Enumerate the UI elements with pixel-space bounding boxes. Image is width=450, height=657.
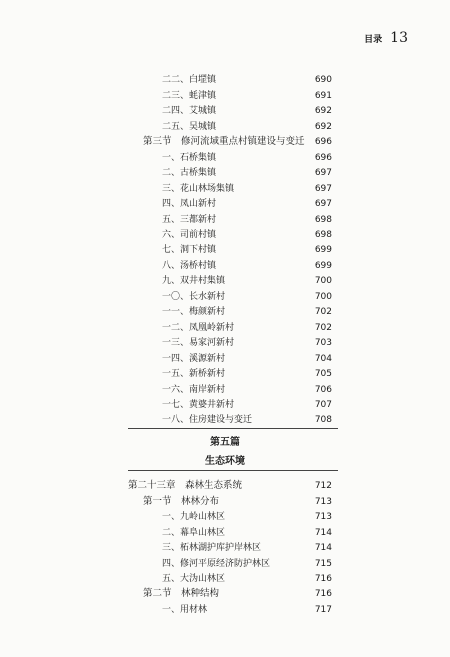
part-label: 第五篇: [210, 437, 240, 448]
toc-entry-page: 716: [314, 574, 332, 584]
toc-entry-title: 一七、黄婆井新村: [162, 400, 235, 410]
toc-entry-title: 四、修河平原经济防护林区: [162, 559, 271, 569]
page-number: 13: [390, 30, 408, 46]
toc-entry-page: 699: [314, 261, 332, 271]
toc-entry[interactable]: [0, 382, 450, 398]
toc-entry-title: 一、九岭山林区: [162, 512, 226, 522]
toc-entry-title: 第二十三章 森林生态系统: [128, 480, 243, 491]
toc-entry-page: 696: [314, 153, 332, 163]
toc-entry[interactable]: [0, 242, 450, 258]
toc-entry-title: 二四、艾城镇: [162, 106, 217, 116]
toc-entry-page: 700: [314, 292, 332, 302]
toc-entry[interactable]: [0, 525, 450, 541]
toc-entry-title: 一六、南岸新村: [162, 385, 226, 395]
toc-entry[interactable]: [0, 366, 450, 382]
toc-entry-title: 一〇、长水新村: [162, 292, 226, 302]
toc-entry-title: 二、幕阜山林区: [162, 528, 226, 538]
toc-entry[interactable]: [0, 540, 450, 556]
toc-entry-page: 714: [314, 543, 332, 553]
toc-section-entry[interactable]: [0, 494, 450, 510]
toc-entry-page: 706: [314, 385, 332, 395]
toc-entry-title: 一八、住房建设与变迁: [162, 415, 253, 425]
toc-entry-title: 七、洞下村镇: [162, 245, 217, 255]
toc-entry-page: 698: [314, 215, 332, 225]
toc-entry-title: 二三、蚝津镇: [162, 91, 217, 101]
toc-entry-page: 707: [314, 400, 332, 410]
toc-entry-title: 五、三都新村: [162, 215, 217, 225]
toc-entry-title: 三、柘林湖护库护岸林区: [162, 543, 262, 553]
toc-entry-page: 698: [314, 230, 332, 240]
toc-entry-title: 六、司前村镇: [162, 230, 217, 240]
toc-entry[interactable]: [0, 556, 450, 572]
toc-chapter-entry[interactable]: [0, 478, 450, 494]
toc-entry[interactable]: [0, 227, 450, 243]
toc-entry[interactable]: [0, 289, 450, 305]
toc-entry-page: 708: [314, 415, 332, 425]
toc-entry-page: 713: [314, 497, 332, 507]
toc-entry-title: 二五、吴城镇: [162, 122, 217, 132]
toc-entry-page: 700: [314, 276, 332, 286]
toc-entry[interactable]: [0, 258, 450, 274]
toc-entry-page: 697: [314, 199, 332, 209]
toc-entry-page: 713: [314, 512, 332, 522]
toc-entry-page: 703: [314, 338, 332, 348]
header-label: 目录: [364, 35, 383, 45]
toc-entry-title: 九、双井村集镇: [162, 276, 226, 286]
toc-entry[interactable]: [0, 119, 450, 135]
toc-entry-page: 690: [314, 75, 332, 85]
toc-entry-page: 691: [314, 91, 332, 101]
toc-entry-page: 697: [314, 168, 332, 178]
toc-entry-page: 717: [314, 605, 332, 615]
toc-entry[interactable]: [0, 212, 450, 228]
toc-entry[interactable]: [0, 602, 450, 618]
toc-entry-page: 714: [314, 528, 332, 538]
toc-section-entry[interactable]: [0, 586, 450, 602]
toc-entry[interactable]: [0, 150, 450, 166]
toc-entry-page: 716: [314, 589, 332, 599]
toc-entry[interactable]: [0, 165, 450, 181]
toc-entry-title: 第二节 林种结构: [143, 588, 220, 599]
toc-entry-title: 第三节 修河流域重点村镇建设与变迁: [143, 136, 305, 147]
toc-entry[interactable]: [0, 273, 450, 289]
divider-rule: [128, 428, 338, 429]
page-header: [364, 30, 408, 46]
toc-entry[interactable]: [0, 103, 450, 119]
toc-entry-title: 一三、易家河新村: [162, 338, 235, 348]
toc-entry[interactable]: [0, 351, 450, 367]
toc-entry-title: 三、花山林场集镇: [162, 184, 235, 194]
toc-entry-page: 712: [314, 481, 332, 491]
toc-entry[interactable]: [0, 320, 450, 336]
toc-entry[interactable]: [0, 571, 450, 587]
toc-entry-title: 一一、梅颜新村: [162, 307, 226, 317]
toc-entry-page: 699: [314, 245, 332, 255]
toc-entry[interactable]: [0, 72, 450, 88]
toc-entry-page: 702: [314, 307, 332, 317]
toc-entry-title: 五、大沩山林区: [162, 574, 226, 584]
toc-entry-title: 二、古桥集镇: [162, 168, 217, 178]
toc-entry-title: 一五、新桥新村: [162, 369, 226, 379]
toc-entry[interactable]: [0, 412, 450, 428]
toc-entry-title: 八、汤桥村镇: [162, 261, 217, 271]
toc-entry-title: 一、用材林: [162, 605, 208, 615]
toc-entry[interactable]: [0, 196, 450, 212]
toc-entry[interactable]: [0, 181, 450, 197]
toc-entry-page: 697: [314, 184, 332, 194]
toc-entry-page: 696: [314, 137, 332, 147]
toc-entry-title: 一二、凤凰岭新村: [162, 323, 235, 333]
toc-entry[interactable]: [0, 335, 450, 351]
toc-entry-title: 一四、溪源新村: [162, 354, 226, 364]
divider-rule: [128, 470, 338, 471]
toc-entry[interactable]: [0, 304, 450, 320]
toc-entry-title: 四、凤山新村: [162, 199, 217, 209]
toc-entry-title: 第一节 林林分布: [143, 496, 220, 507]
toc-entry-page: 705: [314, 369, 332, 379]
part-title: 生态环境: [205, 456, 245, 467]
toc-entry-title: 一、石桥集镇: [162, 153, 217, 163]
toc-entry-page: 692: [314, 106, 332, 116]
toc-section-entry[interactable]: [0, 134, 450, 150]
toc-entry[interactable]: [0, 88, 450, 104]
toc-entry-page: 692: [314, 122, 332, 132]
toc-entry-page: 702: [314, 323, 332, 333]
toc-entry-page: 704: [314, 354, 332, 364]
toc-entry[interactable]: [0, 397, 450, 413]
toc-entry-page: 715: [314, 559, 332, 569]
toc-entry-title: 二二、白堽镇: [162, 75, 217, 85]
toc-entry[interactable]: [0, 509, 450, 525]
